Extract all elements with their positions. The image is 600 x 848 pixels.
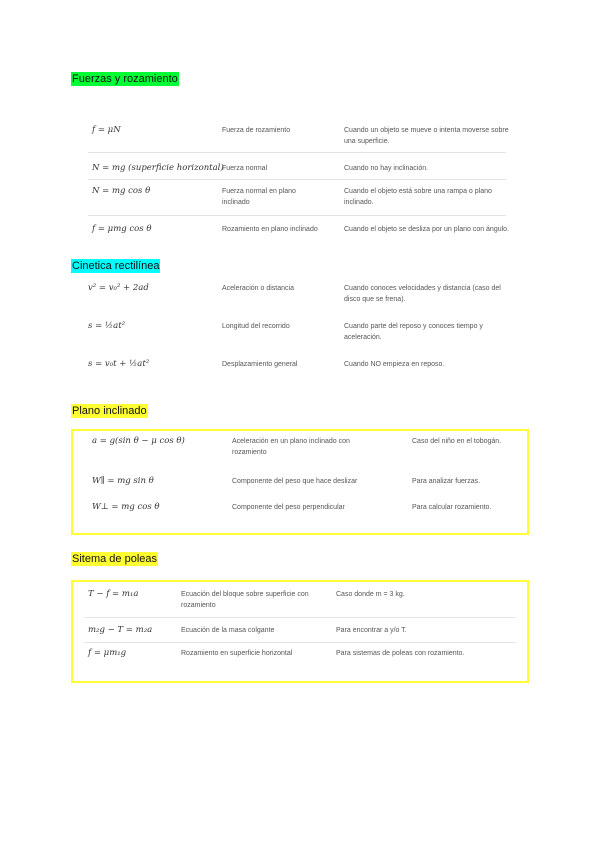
- note: Cuando el objeto se desliza por un plano con ángulo.: [344, 226, 510, 233]
- formula: f = μN: [92, 125, 121, 135]
- section-title-fuerzas: Fuerzas y rozamiento: [72, 73, 178, 85]
- formula: W⊥ = mg cos θ: [92, 502, 160, 512]
- formula: T − f = m₁a: [88, 589, 139, 599]
- description: Longitud del recorrido: [222, 323, 290, 330]
- formula: m₂g − T = m₂a: [88, 625, 153, 635]
- note: Caso del niño en el tobogán.: [412, 438, 502, 445]
- description: Ecuación de la masa colgante: [181, 627, 275, 634]
- note: Cuando no hay inclinación.: [344, 165, 429, 172]
- row-divider: [84, 642, 516, 643]
- formula: N = mg (superficie horizontal): [92, 163, 224, 173]
- formula: W∥ = mg sin θ: [92, 476, 154, 486]
- row-divider: [88, 152, 506, 153]
- formula: f = μm₁g: [88, 648, 127, 658]
- note: Cuando un objeto se mueve o intenta moverse sobre una superficie.: [344, 127, 509, 145]
- note: Para calcular rozamiento.: [412, 504, 492, 511]
- note: Caso donde m = 3 kg.: [336, 591, 405, 598]
- description: Rozamiento en plano inclinado: [222, 226, 318, 233]
- note: Cuando parte del reposo y conoces tiempo y aceleración.: [344, 323, 483, 341]
- section-title-cinetica: Cinetica rectilínea: [72, 260, 160, 272]
- formula: N = mg cos θ: [92, 186, 151, 196]
- description: Fuerza normal en plano inclinado: [222, 188, 296, 206]
- row-divider: [88, 179, 506, 180]
- note: Cuando conoces velocidades y distancia (caso del disco que se frena).: [344, 285, 501, 303]
- formula: a = g(sin θ − μ cos θ): [92, 436, 185, 446]
- note: Para sistemas de poleas con rozamiento.: [336, 650, 465, 657]
- note: Cuando el objeto está sobre una rampa o plano inclinado.: [344, 188, 492, 206]
- description: Rozamiento en superficie horizontal: [181, 650, 293, 657]
- description: Ecuación del bloque sobre superficie con rozamiento: [181, 591, 309, 609]
- note: Para analizar fuerzas.: [412, 478, 481, 485]
- formula: v² = v₀² + 2ad: [88, 283, 149, 293]
- description: Aceleración en un plano inclinado con rozamiento: [232, 438, 350, 456]
- formula: s = v₀t + ½at²: [88, 359, 150, 369]
- note: Cuando NO empieza en reposo.: [344, 361, 445, 368]
- note: Para encontrar a y/o T.: [336, 627, 407, 634]
- row-divider: [84, 617, 516, 618]
- description: Componente del peso perpendicular: [232, 504, 345, 511]
- row-divider: [88, 215, 506, 216]
- description: Aceleración o distancia: [222, 285, 294, 292]
- formula: f = μmg cos θ: [92, 224, 152, 234]
- formula: s = ½at²: [88, 321, 126, 331]
- description: Desplazamiento general: [222, 361, 298, 368]
- description: Componente del peso que hace deslizar: [232, 478, 358, 485]
- description: Fuerza normal: [222, 165, 268, 172]
- section-title-poleas: Sitema de poleas: [72, 553, 157, 565]
- section-title-plano-inclinado: Plano inclinado: [72, 405, 147, 417]
- description: Fuerza de rozamiento: [222, 127, 291, 134]
